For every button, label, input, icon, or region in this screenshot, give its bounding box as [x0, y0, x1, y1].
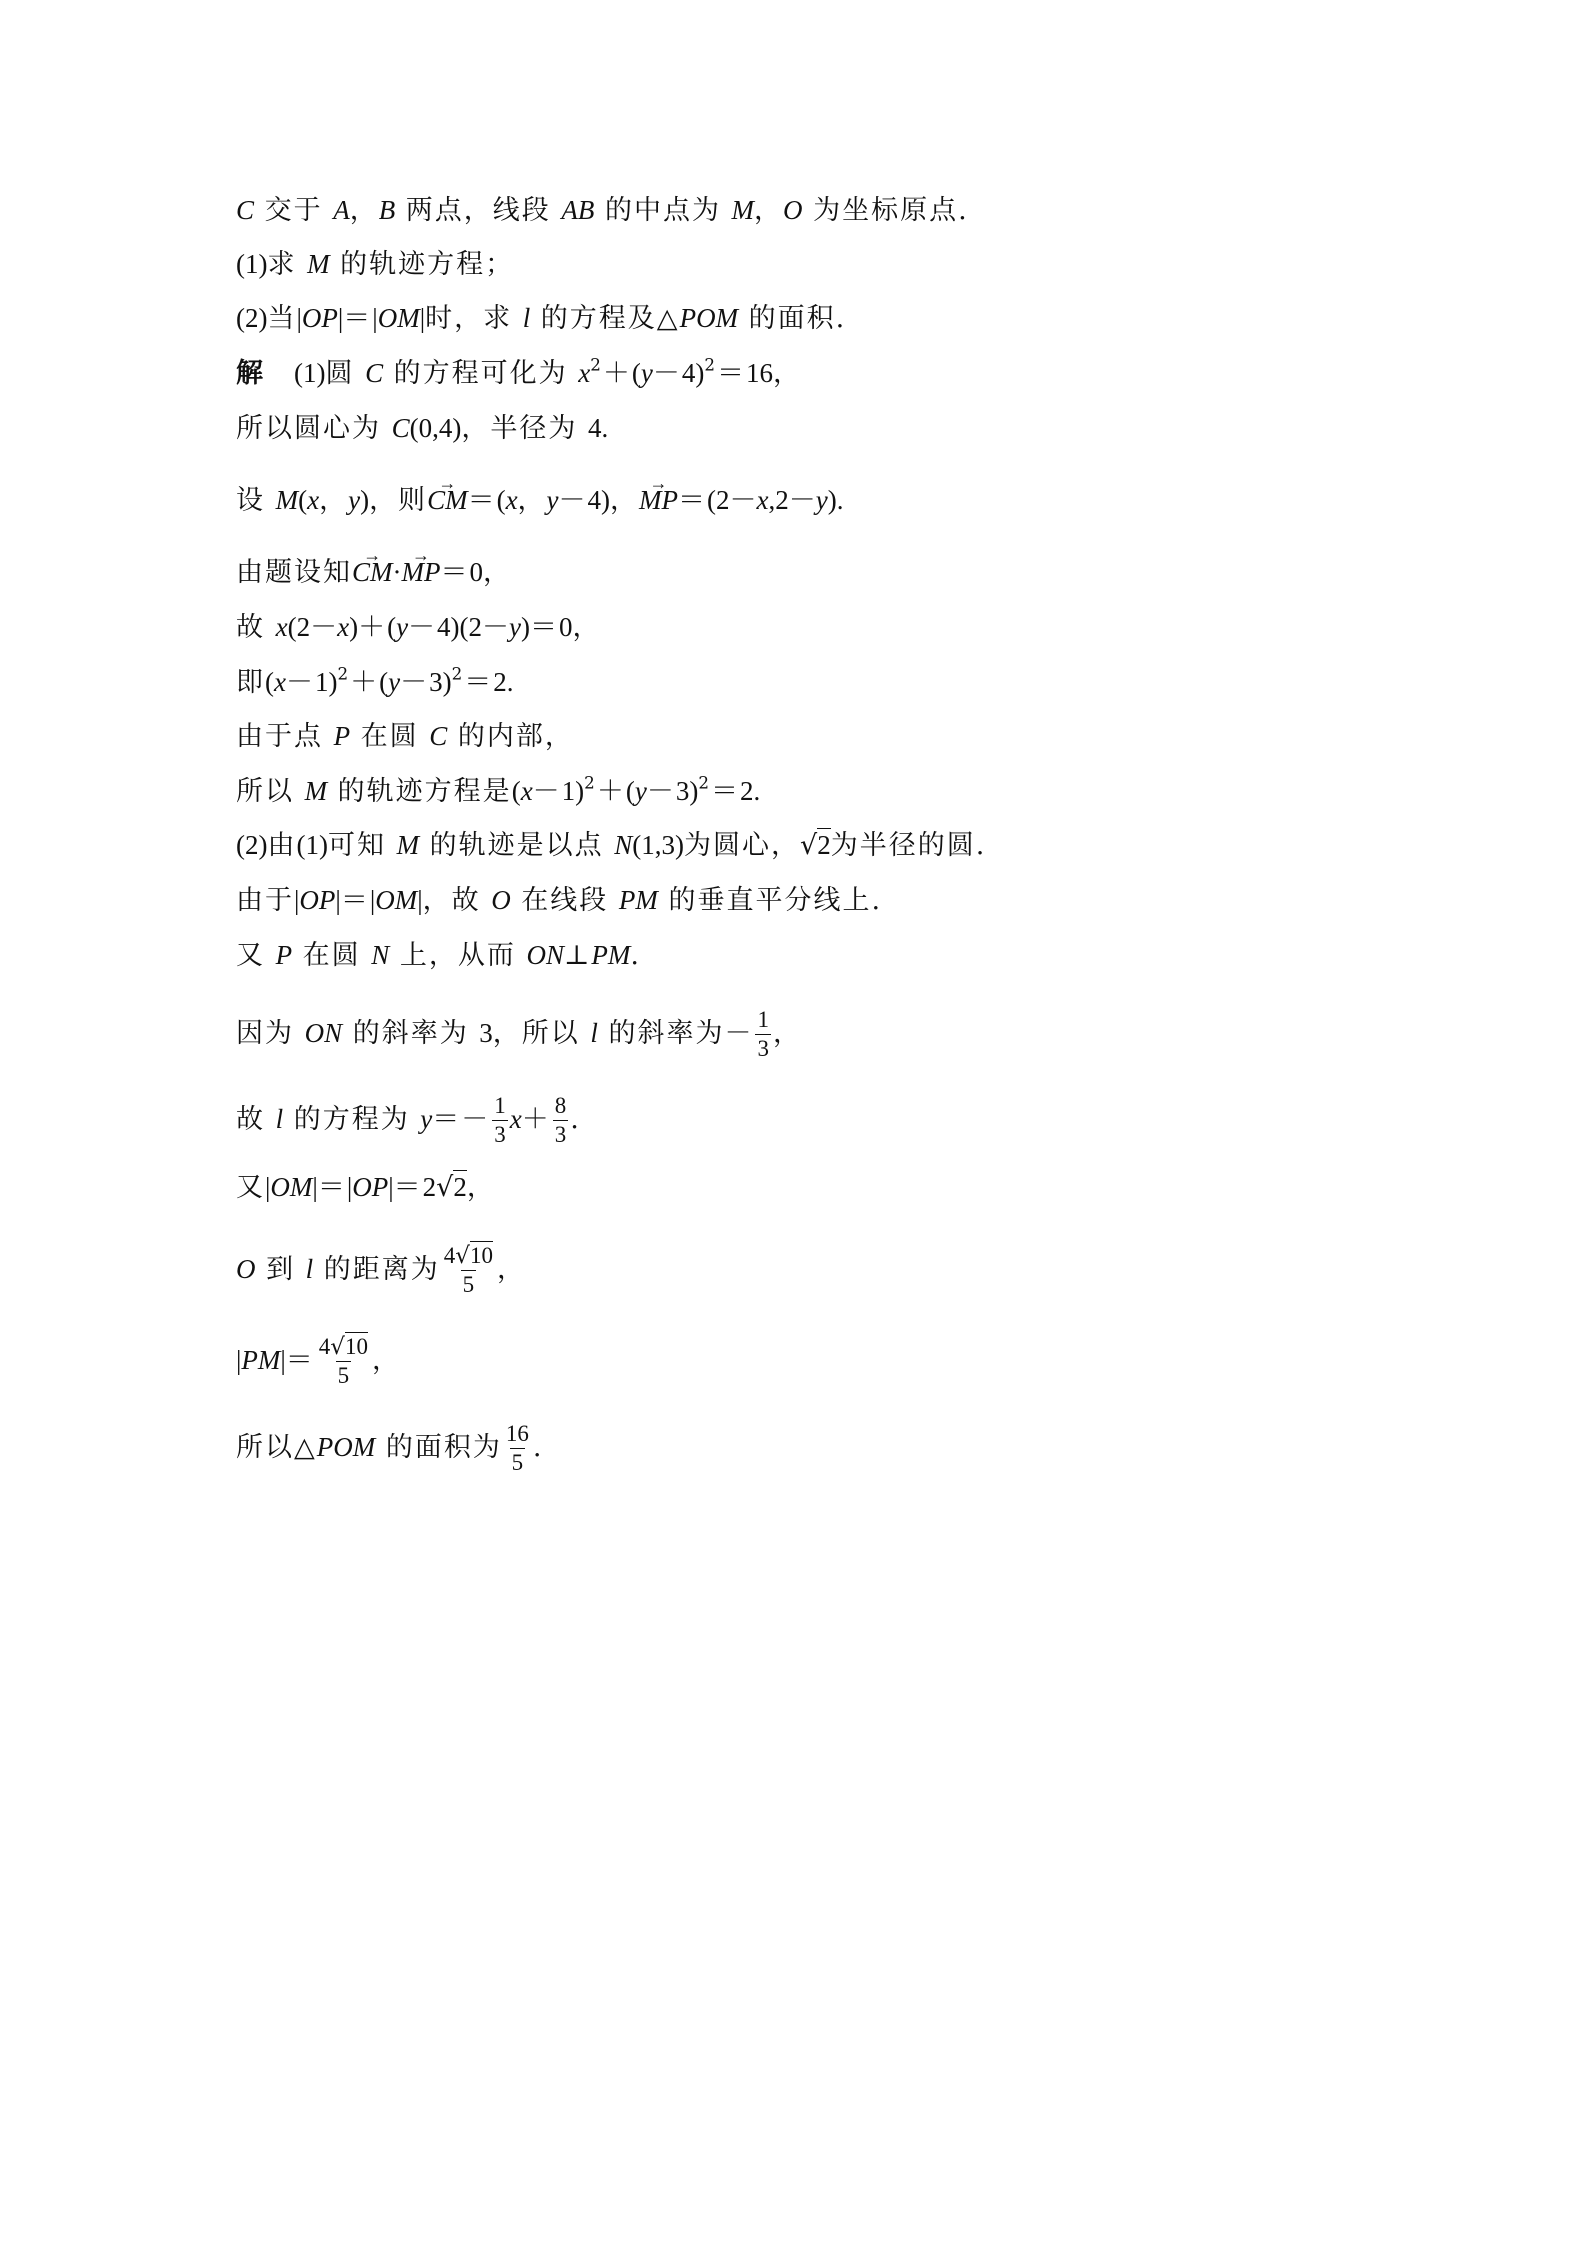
line-om-op: 又|OM|＝|OP|＝2√2，	[236, 1172, 496, 1203]
line-p-inside: 由于点 P 在圆 C 的内部，	[236, 721, 574, 752]
line-question-2: (2)当|OP|＝|OM|时，求 l 的方程及△POM 的面积.	[236, 303, 847, 334]
line-pm-length: |PM|＝ $\frac{4√10}{5}$ ，	[236, 1334, 401, 1388]
line-perp-bisector: 由于|OP|＝|OM|，故 O 在线段 PM 的垂直平分线上.	[236, 885, 883, 916]
line-dot-product: 由题设知→ CM·→ MP＝0，	[236, 554, 512, 591]
line-part2-start: (2)由(1)可知 M 的轨迹是以点 N(1,3)为圆心，√2为半径的圆.	[236, 830, 987, 861]
line-question-1: (1)求 M 的轨迹方程；	[236, 249, 515, 280]
line-center-radius: 所以圆心为 C(0,4)，半径为 4.	[236, 413, 609, 444]
line-distance: O 到 l 的距离为 $\frac{4√10}{5}$ ，	[236, 1243, 526, 1297]
line-l-equation: 故 l 的方程为 y＝－ $\frac{1}{3}$ x＋ $\frac{8}{3}$ .	[236, 1093, 581, 1147]
line-solution-start: 解 (1)圆 C 的方程可化为 $x^2+(y-4)^2=16$，	[236, 354, 803, 389]
line-locus-answer: 所以 M 的轨迹方程是$(x-1)^2+(y-3)^2=2$.	[236, 772, 761, 807]
line-problem-continuation: C 交于 A，B 两点，线段 AB 的中点为 M，O 为坐标原点.	[236, 195, 969, 226]
line-slope: 因为 ON 的斜率为 3，所以 l 的斜率为－ $\frac{1}{3}$ ，	[236, 1007, 802, 1061]
line-vectors-def: 设 M(x，y)，则→ CM＝(x，y－4)，→ MP＝(2－x,2－y).	[236, 482, 843, 519]
line-circle-eq: 即$(x-1)^2+(y-3)^2=2$.	[236, 663, 514, 698]
line-on-perp-pm: 又 P 在圆 N 上，从而 ON⊥PM.	[236, 940, 641, 971]
line-area-answer: 所以△POM 的面积为 $\frac{16}{5}$ .	[236, 1421, 544, 1475]
line-expand: 故 x(2－x)＋(y－4)(2－y)＝0，	[236, 612, 602, 643]
